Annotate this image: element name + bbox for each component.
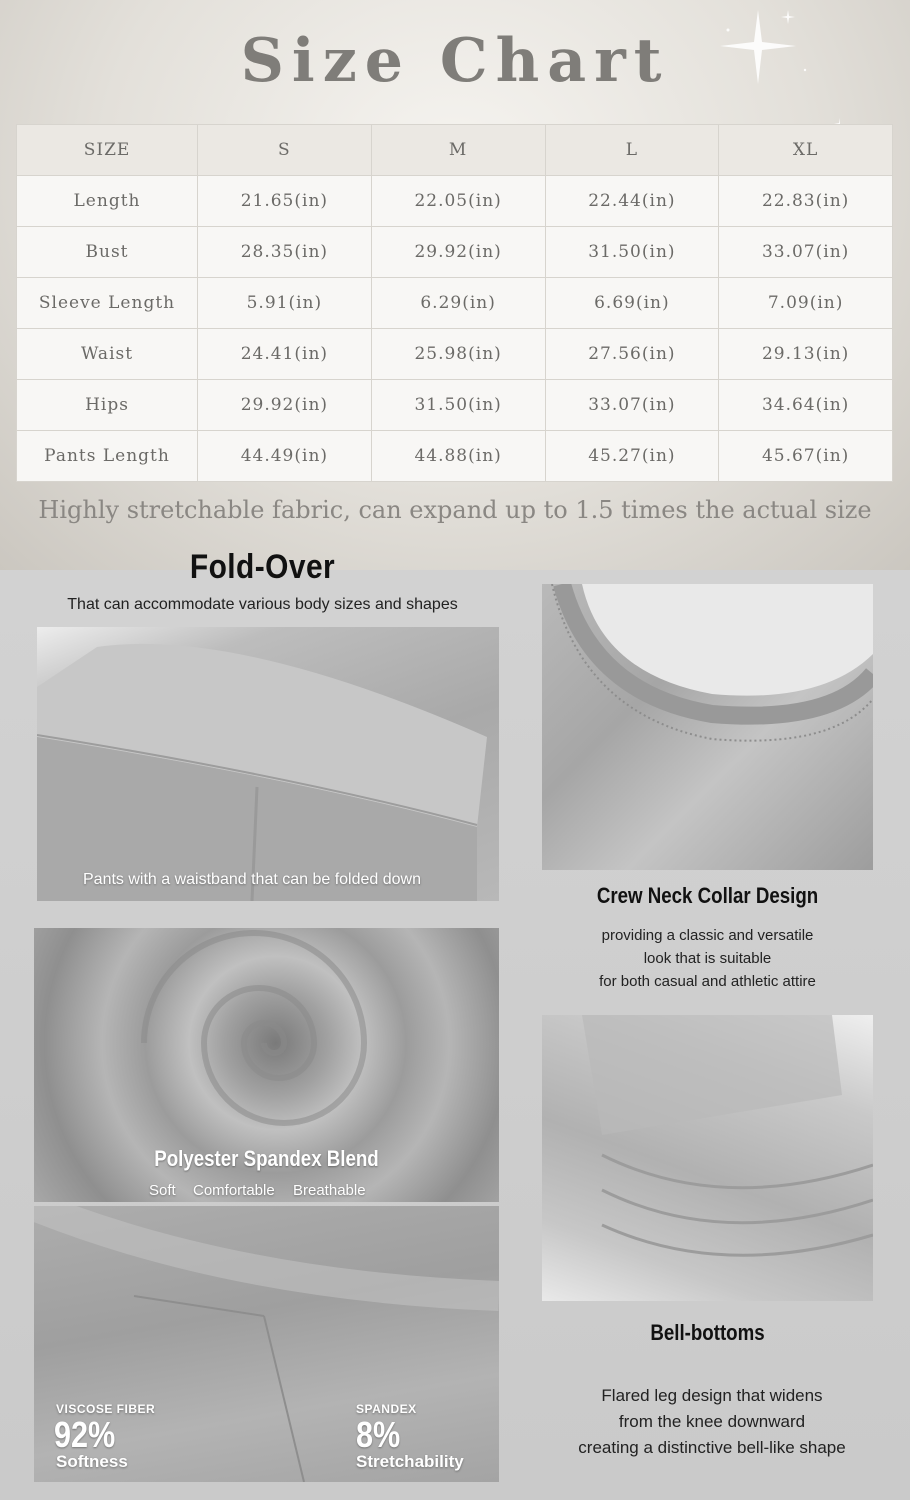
table-cell: 22.05(in) — [371, 176, 545, 227]
table-header: S — [198, 125, 372, 176]
table-cell: 21.65(in) — [198, 176, 372, 227]
size-chart-section — [0, 0, 910, 570]
blend-comfortable: Comfortable — [193, 1182, 275, 1199]
viscose-label: VISCOSE FIBER — [56, 1402, 156, 1416]
table-cell: 45.67(in) — [719, 431, 893, 482]
spandex-desc: Stretchability — [356, 1452, 464, 1471]
row-label: Bust — [17, 227, 198, 278]
spandex-percent: 8% — [356, 1414, 401, 1455]
table-cell: 27.56(in) — [545, 329, 719, 380]
stretch-note: Highly stretchable fabric, can expand up to 1.5 times the actual size — [38, 496, 872, 524]
table-cell: 22.44(in) — [545, 176, 719, 227]
waistband-fold-icon — [37, 627, 499, 901]
table-cell: 34.64(in) — [719, 380, 893, 431]
table-cell: 22.83(in) — [719, 176, 893, 227]
viscose-percent: 92% — [54, 1414, 116, 1455]
crew-neck-line1: providing a classic and versatile — [601, 927, 814, 944]
table-cell: 7.09(in) — [719, 278, 893, 329]
table-row — [17, 431, 893, 482]
table-cell: 45.27(in) — [545, 431, 719, 482]
fold-over-photo — [37, 627, 499, 901]
bell-bottoms-line2: from the knee downward — [618, 1412, 806, 1431]
bell-bottoms-line1: Flared leg design that widens — [601, 1386, 823, 1405]
table-header: M — [371, 125, 545, 176]
table-cell: 33.07(in) — [545, 380, 719, 431]
table-row — [17, 227, 893, 278]
collar-icon — [542, 584, 873, 870]
table-cell: 31.50(in) — [371, 380, 545, 431]
blend-heading: Polyester Spandex Blend — [154, 1146, 379, 1171]
size-table — [16, 124, 893, 482]
blend-soft: Soft — [149, 1182, 176, 1199]
fold-over-caption: Pants with a waistband that can be folded down — [83, 871, 421, 888]
table-cell: 28.35(in) — [198, 227, 372, 278]
folded-hem-icon — [542, 1015, 873, 1301]
row-label: Pants Length — [17, 431, 198, 482]
table-cell: 44.49(in) — [198, 431, 372, 482]
table-header: L — [545, 125, 719, 176]
crew-neck-heading: Crew Neck Collar Design — [596, 883, 819, 908]
fold-over-subheading: That can accommodate various body sizes and shapes — [67, 596, 458, 613]
table-cell: 5.91(in) — [198, 278, 372, 329]
table-cell: 29.13(in) — [719, 329, 893, 380]
table-row — [17, 380, 893, 431]
table-cell: 44.88(in) — [371, 431, 545, 482]
crew-neck-line3: for both casual and athletic attire — [599, 973, 816, 990]
table-cell: 25.98(in) — [371, 329, 545, 380]
table-cell: 6.69(in) — [545, 278, 719, 329]
table-cell: 29.92(in) — [198, 380, 372, 431]
table-cell: 29.92(in) — [371, 227, 545, 278]
table-cell: 24.41(in) — [198, 329, 372, 380]
fold-over-heading: Fold-Over — [189, 548, 336, 586]
table-cell: 31.50(in) — [545, 227, 719, 278]
table-row — [17, 278, 893, 329]
bell-bottoms-heading: Bell-bottoms — [650, 1320, 765, 1345]
table-cell: 33.07(in) — [719, 227, 893, 278]
table-header: SIZE — [17, 125, 198, 176]
table-row — [17, 329, 893, 380]
page-title: Size Chart — [240, 26, 670, 96]
row-label: Sleeve Length — [17, 278, 198, 329]
viscose-desc: Softness — [56, 1452, 128, 1471]
spandex-label: SPANDEX — [356, 1402, 417, 1416]
row-label: Length — [17, 176, 198, 227]
composition-photo — [34, 1206, 499, 1482]
table-cell: 6.29(in) — [371, 278, 545, 329]
row-label: Hips — [17, 380, 198, 431]
crew-neck-line2: look that is suitable — [643, 950, 772, 967]
row-label: Waist — [17, 329, 198, 380]
table-header: XL — [719, 125, 893, 176]
features-section — [0, 548, 910, 1500]
table-header-row — [17, 125, 893, 176]
blend-breathable: Breathable — [293, 1182, 366, 1199]
crew-neck-photo — [542, 584, 873, 870]
bell-bottoms-photo — [542, 1015, 873, 1301]
bell-bottoms-line3: creating a distinctive bell-like shape — [578, 1438, 846, 1457]
table-row — [17, 176, 893, 227]
fabric-swirl-photo — [34, 928, 499, 1202]
